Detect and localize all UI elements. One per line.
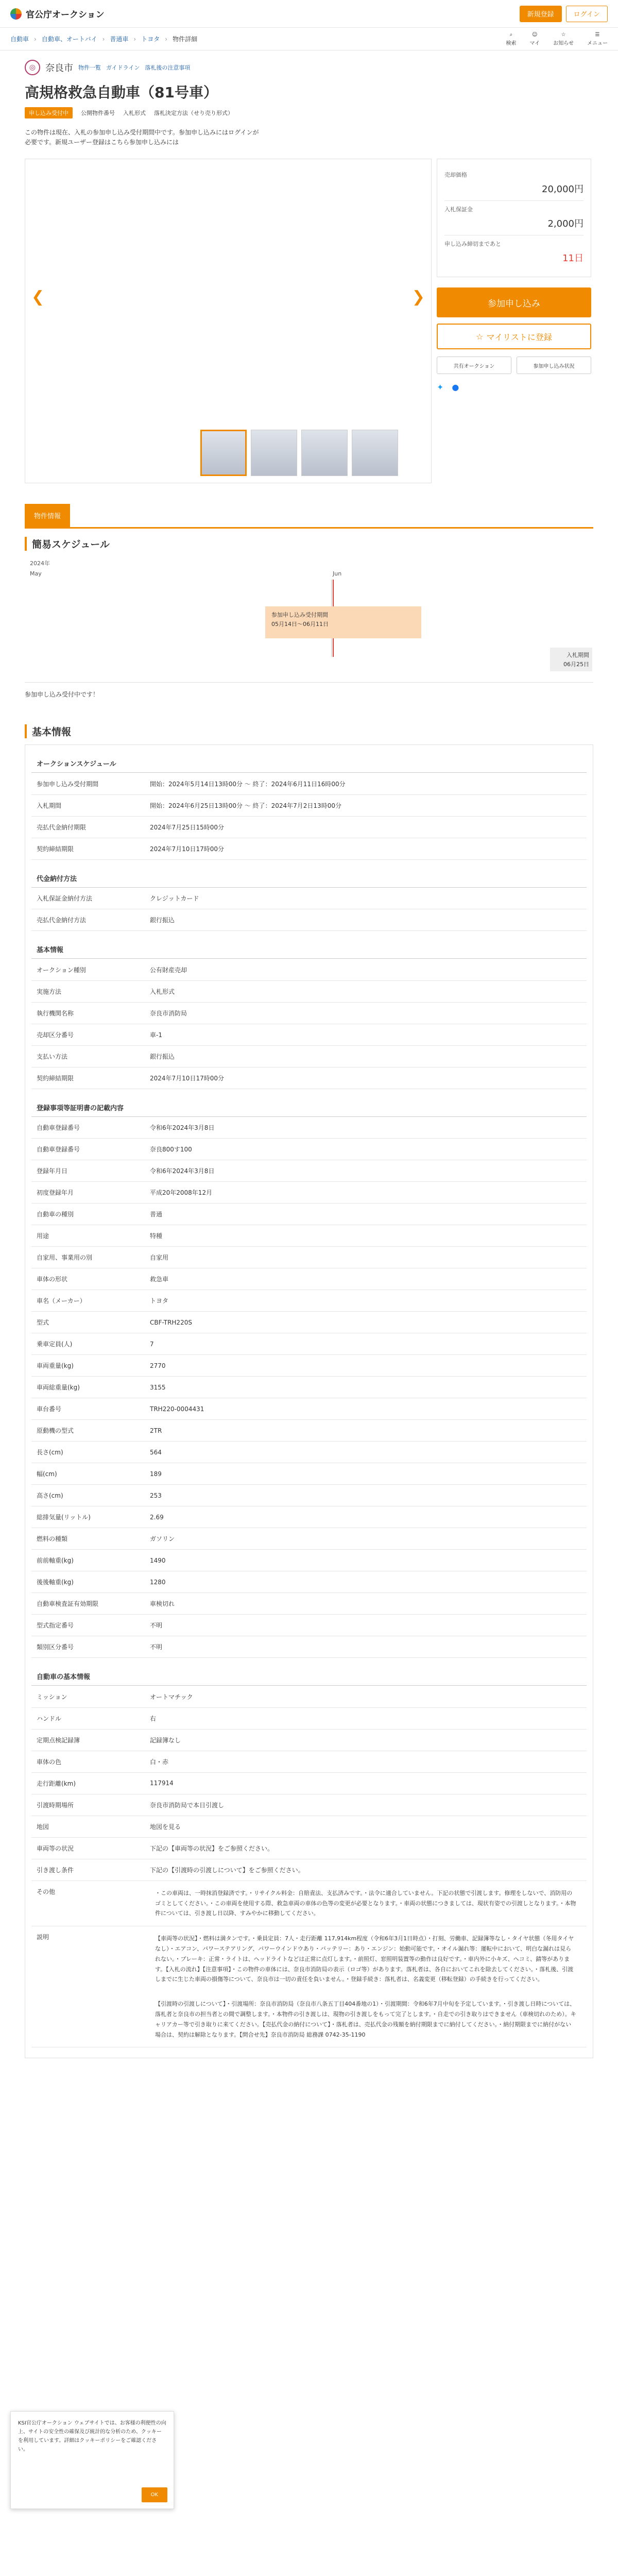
org-name[interactable]: 奈良市	[45, 63, 73, 74]
row-value: 7	[145, 1333, 587, 1355]
table-row	[31, 888, 587, 909]
table-row	[31, 1506, 587, 1528]
row-label: 自動車の種別	[31, 1204, 145, 1225]
table-row	[31, 1067, 587, 1089]
row-value: 2770	[145, 1355, 587, 1377]
row-value: 564	[145, 1442, 587, 1463]
row-value: 2024年7月10日17時00分	[145, 1067, 587, 1089]
table-row	[31, 1160, 587, 1182]
price-label: 売却価格	[444, 172, 467, 179]
row-value: 開始：2024年5月14日13時00分 ～ 終了：2024年6月11日16時00分	[145, 773, 587, 794]
row-value: 公有財産売却	[145, 959, 587, 980]
table-row	[31, 1290, 587, 1312]
row-label: 定期点検記録簿	[31, 1729, 145, 1751]
row-value: トヨタ	[145, 1290, 587, 1312]
table-row	[31, 1420, 587, 1442]
row-label: 車名（メーカー）	[31, 1290, 145, 1312]
row-label: 用途	[31, 1225, 145, 1247]
payment-table	[31, 888, 587, 931]
table-row	[31, 909, 587, 931]
basic-info	[25, 744, 593, 2058]
subheading: オークションスケジュール	[31, 754, 587, 773]
remain-label: 申し込み締切まであと	[444, 241, 501, 248]
cookie-text: KSI官公庁オークション ウェブサイトでは、お客様の利便性の向上、サイトの安全性の確保及び統計的な分析のため、クッキーを利用しています。詳細はクッキーポリシーをご確認ください。	[18, 2420, 166, 2452]
schedule-year: 2024年	[30, 560, 50, 567]
row-label: 長さ(cm)	[31, 1442, 145, 1463]
row-value: 2024年7月10日17時00分	[145, 838, 587, 859]
row-value: 入札形式	[145, 980, 587, 1002]
table-row	[31, 1528, 587, 1550]
next-arrow-icon[interactable]: ❯	[411, 288, 425, 307]
row-label: 後後軸重(kg)	[31, 1571, 145, 1593]
table-row	[31, 1729, 587, 1751]
row-label: 型式	[31, 1312, 145, 1333]
row-label: 支払い方法	[31, 1045, 145, 1067]
row-value: 2.69	[145, 1506, 587, 1528]
tag-label: 入札形式	[123, 110, 146, 116]
logo-icon	[10, 8, 22, 20]
breadcrumb-item[interactable]: 自動車、オートバイ	[41, 36, 97, 43]
row-value: 3155	[145, 1377, 587, 1398]
table-row	[31, 1636, 587, 1658]
status-badge: 申し込み受付中	[25, 107, 73, 118]
thumbnail[interactable]	[301, 430, 348, 476]
row-value: 自家用	[145, 1247, 587, 1268]
table-row	[31, 1312, 587, 1333]
table-row	[31, 1204, 587, 1225]
row-label: 契約締結期限	[31, 1067, 145, 1089]
table-row	[31, 1751, 587, 1772]
row-value: 189	[145, 1463, 587, 1485]
apply-period-bar: 参加申し込み受付期間 05月14日～06月11日	[265, 606, 421, 638]
table-row	[31, 1816, 587, 1837]
description-text: 【引渡時の引渡しについて】・引渡場所：奈良市消防局（奈良市八条五丁目404番地の1）・引渡期間：令和6年7月中旬を予定しています。・引き渡し日時については、落札者と奈良市の担当者との間で調整します。・本物件の引き渡しは、現物の引き渡しをもって完了とします。・自走での引き取りはできません（車検切れのため）。キャリアカー等で引き取りに来てください。【売払代金の納付について】・落札者は、売払代金の残額を納付期限までに納付してください。・納付期限までに納付がない場合は、契約は解除となります。【問合せ先】奈良市消防局 総務課 0742-35-1190	[155, 2001, 576, 2038]
thumbnail[interactable]	[352, 430, 398, 476]
schedule-title: 簡易スケジュール	[25, 537, 593, 551]
main-image	[51, 180, 406, 427]
table-row	[31, 1859, 587, 1880]
table-row	[31, 1686, 587, 1707]
star-icon: ☆	[476, 331, 484, 342]
row-label: 入札期間	[31, 794, 145, 816]
row-label: 登録年月日	[31, 1160, 145, 1182]
others-table	[31, 1881, 587, 2048]
row-label: 引き渡し条件	[31, 1859, 145, 1880]
menu-nav-button[interactable]: ☰ メニュー	[587, 31, 608, 46]
deposit-label: 入札保証金	[444, 206, 473, 213]
row-label: ハンドル	[31, 1707, 145, 1729]
deposit-value: 2,000円	[547, 218, 583, 230]
row-value: 奈良市消防局で本日引渡し	[145, 1794, 587, 1816]
table-row	[31, 1182, 587, 1204]
table-row	[31, 1615, 587, 1636]
row-value: 記録簿なし	[145, 1729, 587, 1751]
row-value: 下記の【引渡時の引渡しについて】をご参照ください。	[145, 1859, 587, 1880]
org-link[interactable]: 落札後の注意事項	[145, 64, 191, 71]
row-value: 銀行振込	[145, 1045, 587, 1067]
row-label: 自動車登録番号	[31, 1117, 145, 1139]
table-row	[31, 1247, 587, 1268]
table-row	[31, 1707, 587, 1729]
table-row	[31, 773, 587, 794]
table-row	[31, 1794, 587, 1816]
tag-label: 落札決定方法（せり売り形式）	[154, 110, 233, 116]
row-value: 右	[145, 1707, 587, 1729]
basic-table	[31, 959, 587, 1089]
row-label: 自動車検査証有効期限	[31, 1593, 145, 1615]
row-label: 車両重量(kg)	[31, 1355, 145, 1377]
row-value: 地図を見る	[145, 1816, 587, 1837]
row-value: 平成20年2008年12月	[145, 1182, 587, 1204]
user-icon: ☺	[532, 31, 538, 38]
table-row	[31, 1571, 587, 1593]
login-button[interactable]: ログイン	[566, 6, 608, 22]
city-emblem-icon: ◎	[25, 60, 40, 75]
mypage-nav-button[interactable]: ☺ マイ	[529, 31, 540, 46]
row-value: 救急車	[145, 1268, 587, 1290]
row-value: 奈良市消防局	[145, 1002, 587, 1024]
row-label: 売払代金納付方法	[31, 909, 145, 931]
row-value: 車検切れ	[145, 1593, 587, 1615]
bid-period-bar: 入札期間 06月25日	[550, 648, 592, 671]
row-label: 引渡時期場所	[31, 1794, 145, 1816]
row-value: ガソリン	[145, 1528, 587, 1550]
organization	[25, 60, 593, 75]
row-value: 令和6年2024年3月8日	[145, 1160, 587, 1182]
table-row	[31, 1225, 587, 1247]
table-row	[31, 1139, 587, 1160]
breadcrumb: 自動車 › 自動車、オートバイ › 普通車 › トヨタ › 物件詳細	[10, 35, 198, 43]
row-label: 類別区分番号	[31, 1636, 145, 1658]
table-row	[31, 1333, 587, 1355]
site-logo[interactable]	[10, 7, 105, 20]
prev-arrow-icon[interactable]: ❮	[31, 288, 45, 307]
price-box	[437, 159, 591, 277]
description-text: 【車両等の状況】・燃料は満タンです。・乗員定員：7人・走行距離 117,914km程度（令和6年3月1日時点）・打刻、労働車、記録簿等なし・タイヤ状態（冬用タイヤなし）・エアコン、パワーステアリング、パワーウインドウあり・バッテリー：あり・エンジン：始動可能です。・オイル漏れ等：運転中において、明白な漏れは見られない。・ブレーキ：正常・ライトは、ヘッドライトなどは正常に点灯します。・前照灯、窓照明装置等の動作は良好です。・車内外に小キズ、ヘコミ、錆等があります。【入札の流れ】【注意事項】・この物件の車体には、奈良市消防局の表示（ロゴ等）があります。落札者は、各自においてこれを除去してください。・落札後、引渡しまでに生じた車両の損傷等について、奈良市は一切の責任を負いません。・登録手続き：落札者は、名義変更（移転登録）の手続きを行ってください。	[155, 1935, 574, 1983]
row-label: 自家用、事業用の別	[31, 1247, 145, 1268]
table-row: 説明 【車両等の状況】・燃料は満タンです。・乗員定員：7人・走行距離 117,914km程度（令和6年3月1日時点）・打刻、労働車、記録簿等なし・タイヤ状態（冬用タイヤなし）・エアコン、パワーステアリング、パワーウインドウあり・バッテリー：あり・エンジン：始動可能です。・オイル漏れ等：運転中において、明白な漏れは見られない。・ブレーキ：正常・ライトは、ヘッドライトなどは正常に点灯します。・前照灯、窓照明装置等の動作は良好です。・車内外に小キズ、ヘコミ、錆等があります。【入札の流れ】【注意事項】・この物件の車体には、奈良市消防局の表示（ロゴ等）があります。落札者は、各自においてこれを除去してください。・落札後、引渡しまでに生じた車両の損傷等について、奈良市は一切の責任を負いません。・登録手続き：落札者は、名義変更（移転登録）の手続きを行ってください。 【引渡時の引渡しについて】・引渡場所：奈良市消防局（奈良市八条五丁目404番地の1）・引渡期間：令和6年7月中旬を予定しています。・引き渡し日時については、落札者と奈良市の担当者との間で調整します。・本物件の引き渡しは、現物の引き渡しをもって完了とします。・自走での引き取りはできません（車検切れのため）。キャリアカー等で引き取りに来てください。【売払代金の納付について】・落札者は、売払代金の残額を納付期限までに納付してください。・納付期限までに納付がない場合は、契約は解除となります。【問合せ先】奈良市消防局 総務課 0742-35-1190	[31, 1926, 587, 2047]
cookie-banner	[10, 2411, 174, 2509]
table-row	[31, 838, 587, 859]
row-label: 売払代金納付期限	[31, 816, 145, 838]
status-button[interactable]: 参加申し込み状況	[517, 357, 591, 374]
row-value: 2TR	[145, 1420, 587, 1442]
basic-info-title: 基本情報	[25, 724, 593, 738]
image-gallery	[25, 159, 432, 483]
row-label: 入札保証金納付方法	[31, 888, 145, 909]
table-row	[31, 1117, 587, 1139]
table-row	[31, 1398, 587, 1420]
schedule-footer: 参加申し込み受付中です！	[25, 691, 99, 699]
breadcrumb-item[interactable]: トヨタ	[141, 36, 160, 43]
table-row	[31, 1837, 587, 1859]
table-row	[31, 1355, 587, 1377]
search-icon: ⌕	[509, 31, 513, 38]
search-nav-button[interactable]: ⌕ 検索	[506, 31, 517, 46]
row-value: 不明	[145, 1615, 587, 1636]
row-label: 車体の形状	[31, 1268, 145, 1290]
row-value: 開始：2024年6月25日13時00分 ～ 終了：2024年7月2日13時00分	[145, 794, 587, 816]
twitter-icon[interactable]: ✦	[437, 382, 444, 393]
org-link[interactable]: 物件一覧	[78, 64, 101, 71]
row-value: 普通	[145, 1204, 587, 1225]
favorites-nav-button[interactable]: ☆ お知らせ	[553, 31, 574, 46]
table-row	[31, 959, 587, 980]
notice-text: この物件は現在、入札の参加申し込み受付期間中です。参加申し込みにはログインが必要です。新規ユーザー登録はこちら参加申し込みには	[25, 129, 259, 146]
row-value: オートマチック	[145, 1686, 587, 1707]
table-row	[31, 1268, 587, 1290]
subheading: 基本情報	[31, 940, 587, 959]
certificate-table	[31, 1117, 587, 1658]
table-row	[31, 1593, 587, 1615]
remain-value: 11日	[562, 253, 583, 264]
row-value: 不明	[145, 1636, 587, 1658]
row-value: 銀行振込	[145, 909, 587, 931]
row-value: 2024年7月25日15時00分	[145, 816, 587, 838]
row-label: 契約締結期限	[31, 838, 145, 859]
row-value: CBF-TRH220S	[145, 1312, 587, 1333]
vehicle-table	[31, 1686, 587, 1881]
menu-icon: ☰	[595, 31, 600, 38]
row-label: 走行距離(km)	[31, 1772, 145, 1794]
row-label: 車両総重量(kg)	[31, 1377, 145, 1398]
table-row	[31, 1463, 587, 1485]
facebook-icon[interactable]: ●	[452, 382, 459, 393]
site-name: 官公庁オークション	[26, 10, 105, 20]
row-label: 初度登録年月	[31, 1182, 145, 1204]
row-value: クレジットカード	[145, 888, 587, 909]
subheading: 登録事項等証明書の記載内容	[31, 1098, 587, 1117]
table-row	[31, 794, 587, 816]
row-label: 自動車登録番号	[31, 1139, 145, 1160]
cookie-ok-button[interactable]: OK	[142, 2487, 167, 2502]
row-label: 高さ(cm)	[31, 1485, 145, 1506]
row-value: 特種	[145, 1225, 587, 1247]
row-label: 前前軸重(kg)	[31, 1550, 145, 1571]
row-label: 乗車定員(人)	[31, 1333, 145, 1355]
row-label: 参加申し込み受付期間	[31, 773, 145, 794]
org-link[interactable]: ガイドライン	[106, 64, 140, 71]
table-row	[31, 1772, 587, 1794]
breadcrumb-item[interactable]: 普通車	[110, 36, 129, 43]
site-header	[0, 0, 618, 28]
row-value: 117914	[145, 1772, 587, 1794]
row-label: 売却区分番号	[31, 1024, 145, 1045]
bid-apply-button[interactable]: 参加申し込み	[437, 287, 591, 317]
row-label: 車両等の状況	[31, 1837, 145, 1859]
row-label: 車体の色	[31, 1751, 145, 1772]
subheading: 代金納付方法	[31, 869, 587, 888]
schedule-month: May	[30, 570, 42, 578]
row-label: ミッション	[31, 1686, 145, 1707]
table-row	[31, 1485, 587, 1506]
star-icon: ☆	[561, 31, 566, 38]
schedule-month: Jun	[333, 570, 342, 578]
table-row	[31, 1550, 587, 1571]
table-row	[31, 1377, 587, 1398]
row-label: 燃料の種類	[31, 1528, 145, 1550]
row-value: 1280	[145, 1571, 587, 1593]
row-value: 奈良800す100	[145, 1139, 587, 1160]
row-label: 幅(cm)	[31, 1463, 145, 1485]
table-row	[31, 1024, 587, 1045]
table-row: その他 ・この車両は、一時抹消登録済です。・リサイクル料金：自賠責法、支払済みです。・法令に適合していません。下記の状態で引渡します。修理をしないで、消防用のゴミとしてください。・この車両を使用する際、救急車両の車体の色等の変更が必要となります。・車両の状態につきましては、現状有姿での引渡しとなります。・本物件については、引き渡し日以降、すみやかに移動してください。	[31, 1881, 587, 1926]
mylist-button[interactable]: ☆ マイリストに登録	[437, 324, 591, 349]
table-row	[31, 1002, 587, 1024]
table-row	[31, 1045, 587, 1067]
row-value: 253	[145, 1485, 587, 1506]
row-value: TRH220-0004431	[145, 1398, 587, 1420]
row-value: 車-1	[145, 1024, 587, 1045]
thumbnail[interactable]	[200, 430, 247, 476]
row-label: 車台番号	[31, 1398, 145, 1420]
row-value: 白・赤	[145, 1751, 587, 1772]
auction-schedule-table	[31, 773, 587, 860]
row-label: 原動機の型式	[31, 1420, 145, 1442]
page-title: 高規格救急自動車（81号車）	[25, 84, 218, 101]
table-row	[31, 980, 587, 1002]
thumbnail[interactable]	[251, 430, 297, 476]
row-label: 地図	[31, 1816, 145, 1837]
table-row	[31, 1442, 587, 1463]
table-row	[31, 816, 587, 838]
breadcrumb-bar	[0, 28, 618, 50]
row-label: 実施方法	[31, 980, 145, 1002]
price-value: 20,000円	[542, 184, 583, 195]
breadcrumb-item[interactable]: 自動車	[10, 36, 29, 43]
row-value: 令和6年2024年3月8日	[145, 1117, 587, 1139]
row-label: 型式指定番号	[31, 1615, 145, 1636]
breadcrumb-current: 物件詳細	[173, 36, 198, 43]
row-label: オークション種別	[31, 959, 145, 980]
share-button[interactable]: 共有オークション	[437, 357, 511, 374]
row-label: 総排気量(リットル)	[31, 1506, 145, 1528]
tag-label: 公開物件番号	[81, 110, 115, 116]
row-label: 執行機関名称	[31, 1002, 145, 1024]
row-value: 1490	[145, 1550, 587, 1571]
others-text: ・この車両は、一時抹消登録済です。・リサイクル料金：自賠責法、支払済みです。・法令に適合していません。下記の状態で引渡します。修理をしないで、消防用のゴミとしてください。・この車両を使用する際、救急車両の車体の色等の変更が必要となります。・車両の状態につきましては、現状有姿での引渡しとなります。・本物件については、引き渡し日以降、すみやかに移動してください。	[155, 1889, 576, 1917]
subheading: 自動車の基本情報	[31, 1667, 587, 1686]
register-button[interactable]: 新規登録	[520, 6, 562, 22]
tab-detail[interactable]: 物件情報	[25, 504, 70, 527]
schedule-chart	[25, 559, 593, 683]
row-value: 下記の【車両等の状況】をご参照ください。	[145, 1837, 587, 1859]
